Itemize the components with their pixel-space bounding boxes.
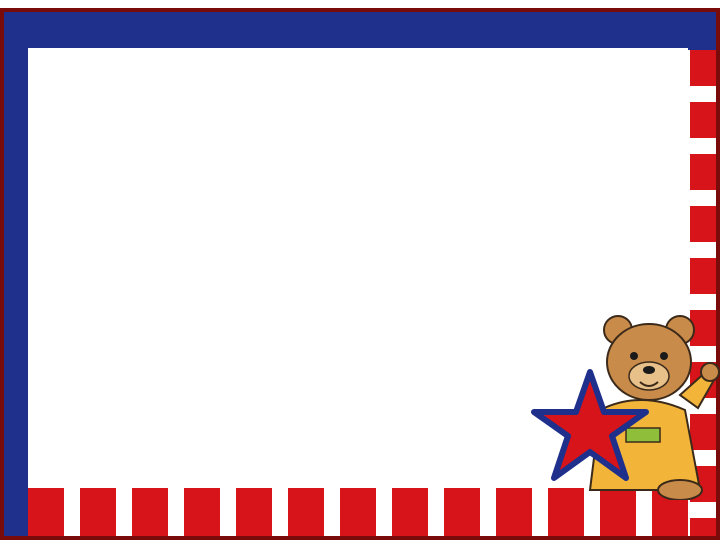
left-star-column [4,50,28,536]
left-star-border [4,50,28,536]
teddy-bear-illustration [530,300,720,500]
top-star-border [4,12,716,50]
top-star-row [4,12,716,50]
